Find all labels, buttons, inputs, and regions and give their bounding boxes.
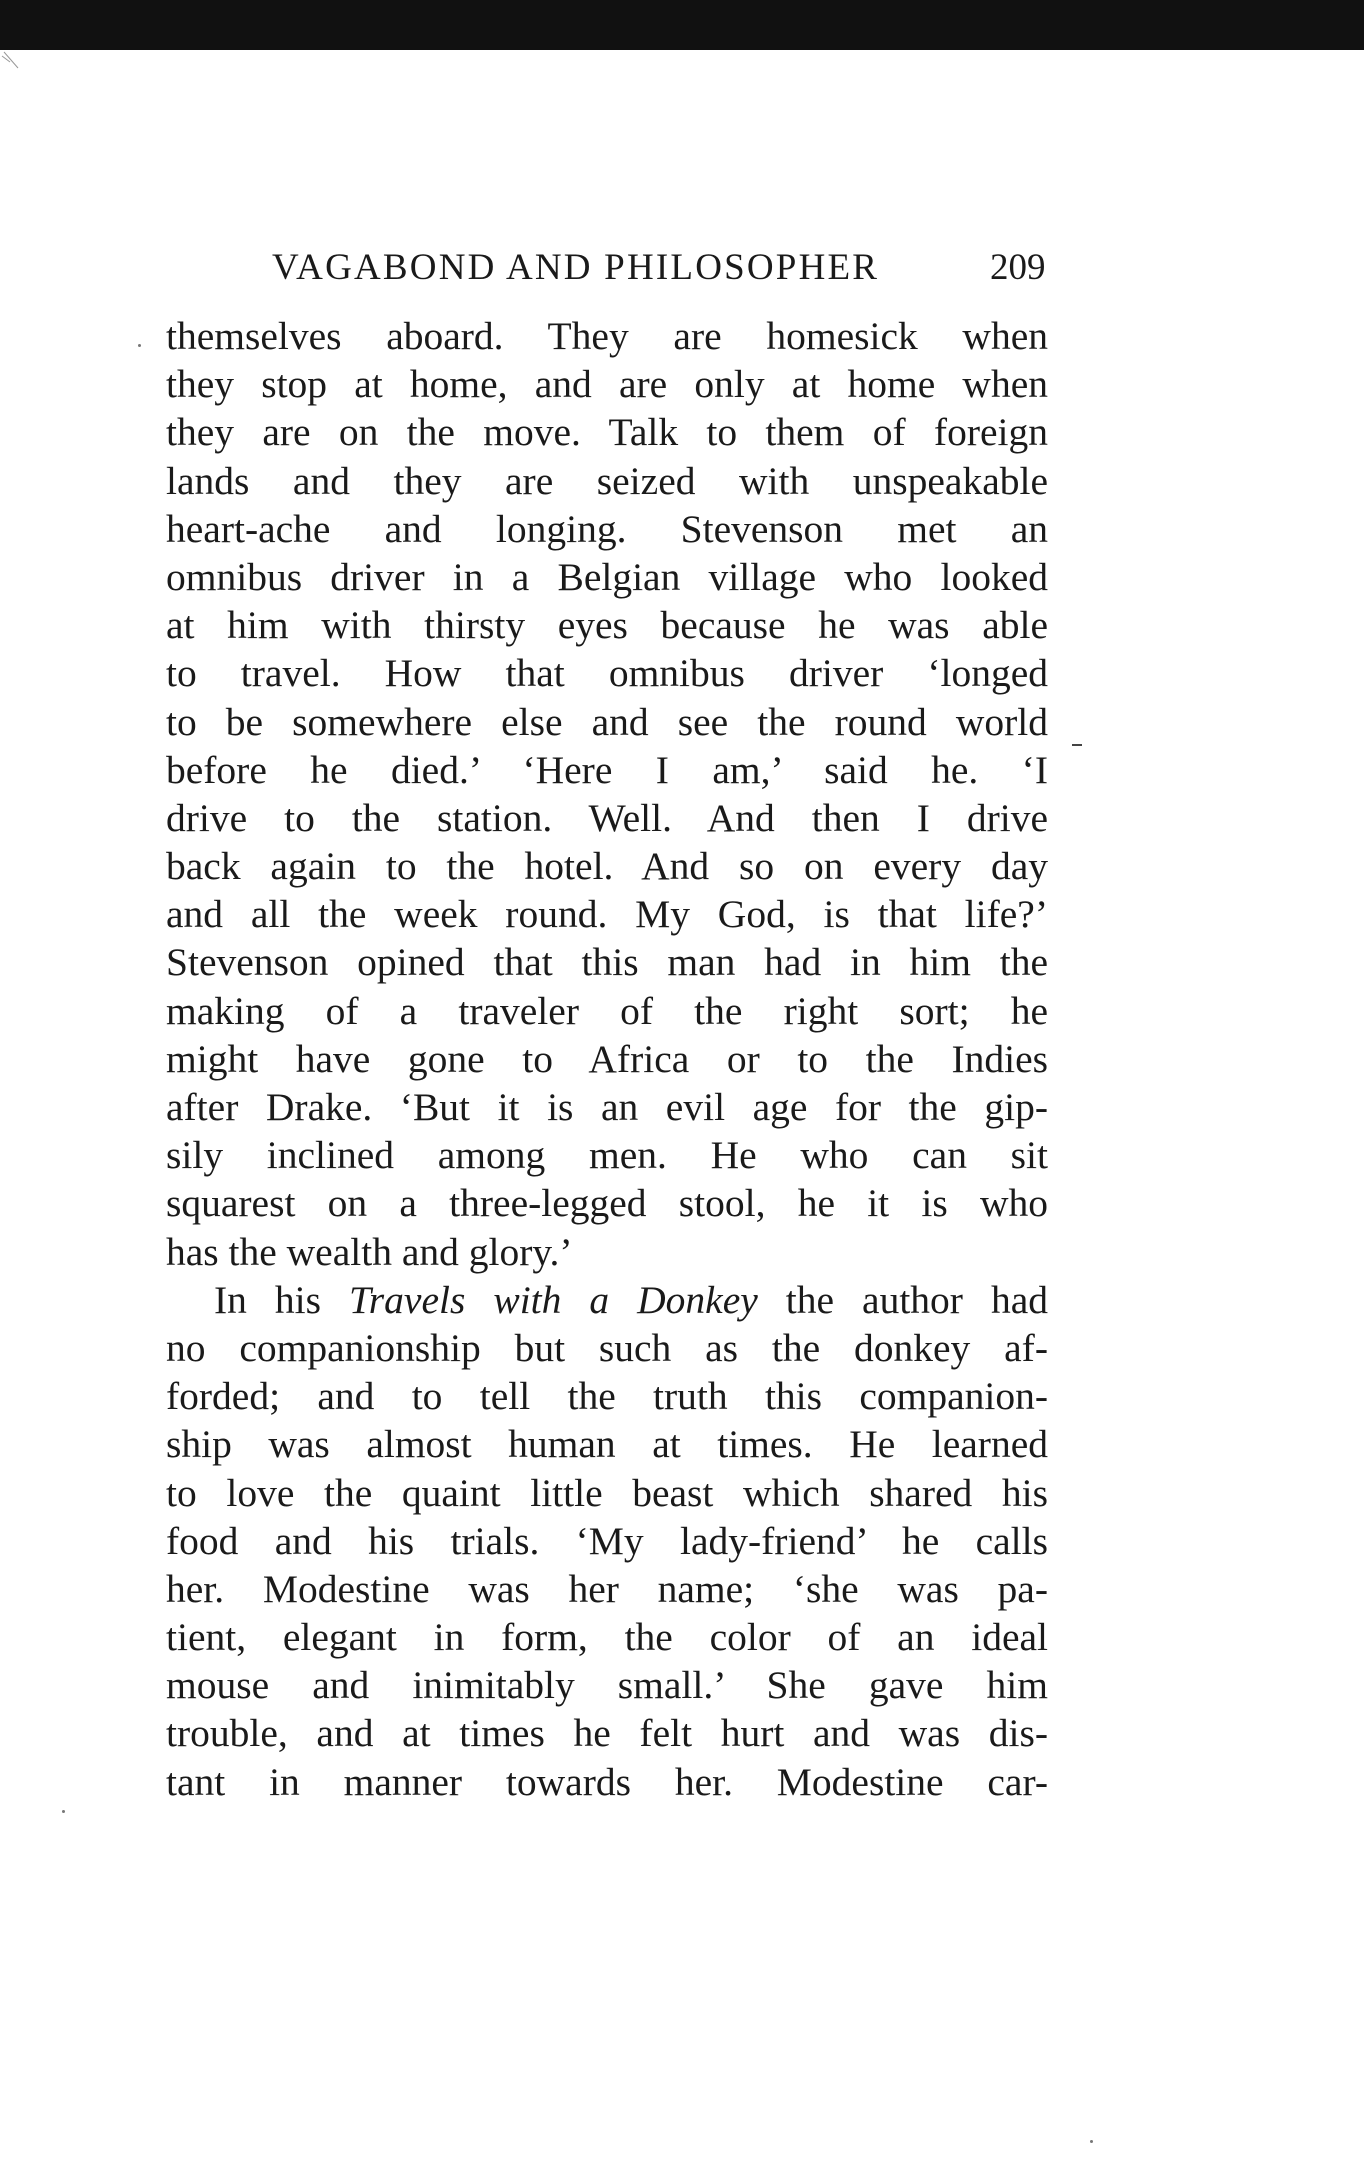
text-line: trouble, and at times he felt hurt and was dis- <box>166 1711 1048 1756</box>
text-line: at him with thirsty eyes because he was able <box>166 603 1048 648</box>
text-line: they are on the move. Talk to them of foreign <box>166 410 1048 455</box>
text-line: has the wealth and glory.’ <box>166 1229 573 1274</box>
text-line: before he died.’ ‘Here I am,’ said he. ‘I <box>166 747 1048 792</box>
text-line: to be somewhere else and see the round world <box>166 699 1048 744</box>
text-line: heart-ache and longing. Stevenson met an <box>166 506 1048 551</box>
text-line: tant in manner towards her. Modestine car- <box>166 1759 1048 1804</box>
text-line: her. Modestine was her name; ‘she was pa- <box>166 1566 1048 1611</box>
text-line: lands and they are seized with unspeakable <box>166 458 1048 503</box>
text-line: back again to the hotel. And so on every day <box>166 844 1048 889</box>
text-line: they stop at home, and are only at home when <box>166 362 1048 407</box>
scan-artifact <box>0 50 40 90</box>
text-line: tient, elegant in form, the color of an ideal <box>166 1615 1048 1660</box>
text-line: might have gone to Africa or to the Indies <box>166 1036 1048 1081</box>
text-run: the author had <box>757 1277 1048 1322</box>
body-text <box>166 312 1048 1806</box>
scan-speck <box>62 1810 65 1813</box>
text-line: omnibus driver in a Belgian village who looked <box>166 554 1048 599</box>
text-line: mouse and inimitably small.’ She gave him <box>166 1663 1048 1708</box>
text-line: making of a traveler of the right sort; he <box>166 988 1048 1033</box>
text-line: to love the quaint little beast which shared his <box>166 1470 1048 1515</box>
text-line: ship was almost human at times. He learned <box>166 1422 1048 1467</box>
paragraph-opening-line <box>166 1276 1048 1324</box>
text-line: themselves aboard. They are homesick when <box>166 314 1048 358</box>
running-head <box>0 238 1364 298</box>
scan-speck <box>138 344 141 347</box>
text-line: Stevenson opined that this man had in him the <box>166 940 1048 985</box>
running-head-title: VAGABOND AND PHILOSOPHER <box>272 247 880 288</box>
margin-mark <box>1072 744 1082 746</box>
text-line: after Drake. ‘But it is an evil age for the gip- <box>166 1085 1048 1129</box>
page-number: 209 <box>990 247 1046 288</box>
scan-top-edge <box>0 0 1364 50</box>
text-line: forded; and to tell the truth this companion- <box>166 1374 1048 1419</box>
book-title: Travels with a Donkey <box>349 1277 758 1322</box>
text-line: sily inclined among men. He who can sit <box>166 1133 1048 1178</box>
text-line: food and his trials. ‘My lady-friend’ he calls <box>166 1518 1048 1563</box>
scan-speck <box>1090 2140 1093 2143</box>
text-line: no companionship but such as the donkey af- <box>166 1325 1048 1370</box>
text-line: squarest on a three-legged stool, he it is who <box>166 1181 1048 1226</box>
text-line: to travel. How that omnibus driver ‘longed <box>166 651 1048 696</box>
text-line: and all the week round. My God, is that life?’ <box>166 892 1048 937</box>
text-run: In his <box>214 1277 350 1322</box>
text-line: drive to the station. Well. And then I drive <box>166 795 1048 840</box>
